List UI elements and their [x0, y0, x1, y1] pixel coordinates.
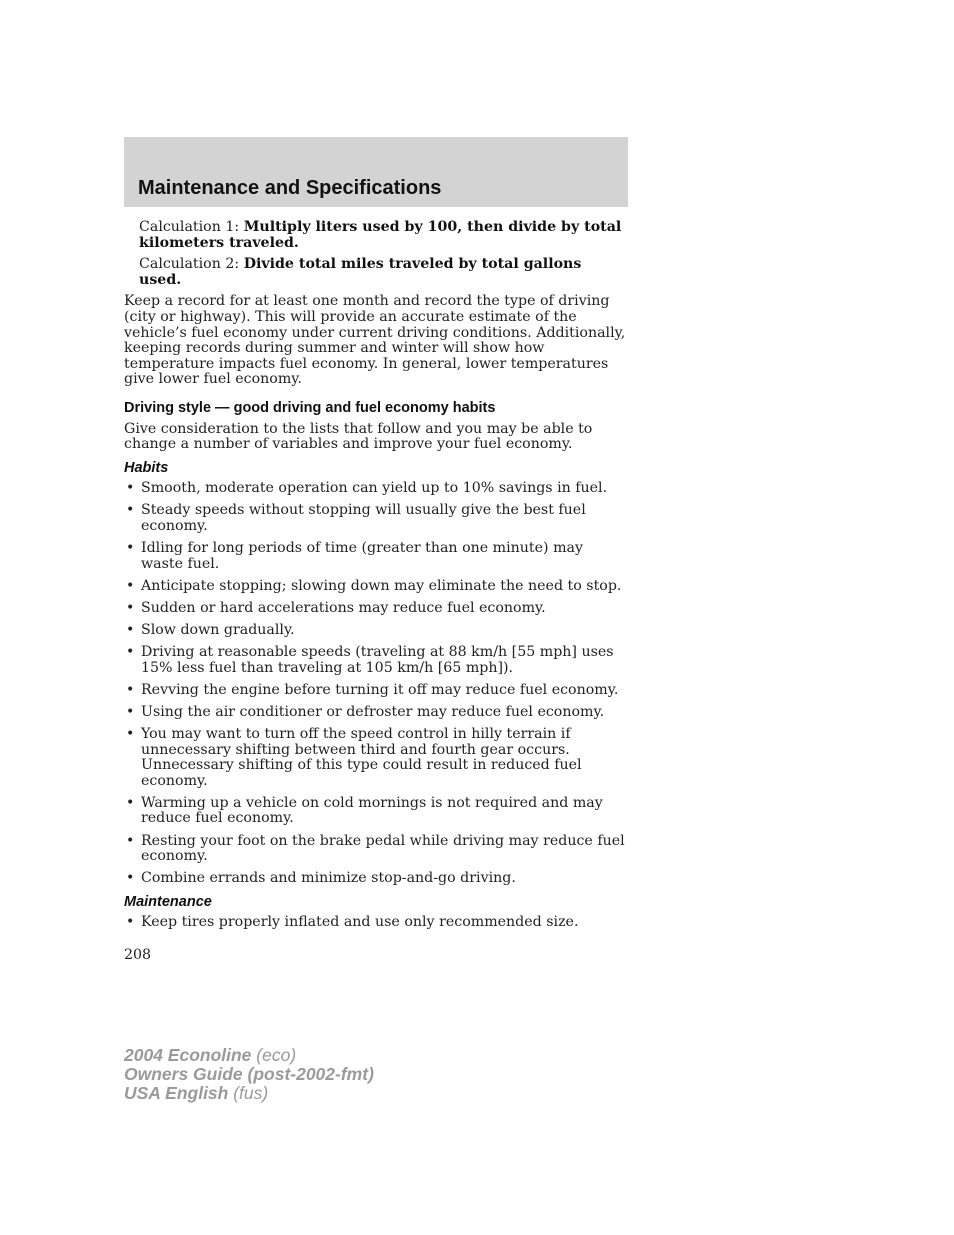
- footer-line-2: [124, 1065, 374, 1084]
- footer-model-code: (eco): [251, 1045, 297, 1065]
- driving-style-heading: Driving style — good driving and fuel economy habits: [124, 399, 496, 416]
- list-item: [124, 601, 628, 617]
- list-item: [124, 683, 628, 699]
- bullet-icon: •: [126, 794, 135, 811]
- list-item-text: Smooth, moderate operation can yield up to 10% savings in fuel.: [141, 480, 608, 497]
- calculation-1-label: Calculation 1:: [139, 219, 244, 235]
- list-item: [124, 796, 628, 827]
- list-item: [124, 481, 628, 497]
- list-item-text: Warming up a vehicle on cold mornings is not required and may reduce fuel economy.: [141, 794, 603, 827]
- bullet-icon: •: [126, 540, 135, 557]
- list-item: [124, 705, 628, 721]
- list-item-text: Resting your foot on the brake pedal while driving may reduce fuel economy.: [141, 832, 625, 865]
- list-item-text: Revving the engine before turning it off may reduce fuel economy.: [141, 681, 619, 698]
- list-item: [124, 541, 628, 572]
- calculation-1: [139, 220, 628, 251]
- bullet-icon: •: [126, 681, 135, 698]
- bullet-icon: •: [126, 480, 135, 497]
- list-item-text: Sudden or hard accelerations may reduce fuel economy.: [141, 599, 546, 616]
- bullet-icon: •: [126, 703, 135, 720]
- footer-language: USA English: [124, 1083, 229, 1103]
- list-item: [124, 871, 628, 887]
- habits-list: [124, 481, 628, 886]
- bullet-icon: •: [126, 870, 135, 887]
- document-footer: [124, 1046, 374, 1103]
- bullet-icon: •: [126, 725, 135, 742]
- bullet-icon: •: [126, 832, 135, 849]
- footer-model: 2004 Econoline: [124, 1045, 252, 1065]
- bullet-icon: •: [126, 644, 135, 661]
- list-item-text: Anticipate stopping; slowing down may eliminate the need to stop.: [141, 577, 622, 594]
- calculation-2-text: Divide total miles traveled by total gallons used.: [139, 256, 582, 288]
- maintenance-list: [124, 915, 628, 931]
- driving-style-paragraph: Give consideration to the lists that follow and you may be able to change a number of variables and improve your fuel economy.: [124, 420, 593, 453]
- bullet-icon: •: [126, 599, 135, 616]
- footer-line-3: [124, 1084, 374, 1103]
- bullet-icon: •: [126, 502, 135, 519]
- bullet-icon: •: [126, 914, 135, 931]
- page-content: [124, 220, 628, 964]
- calculation-2: [139, 257, 628, 288]
- list-item-text: Keep tires properly inflated and use only recommended size.: [141, 914, 579, 931]
- list-item: [124, 645, 628, 676]
- footer-line-1: [124, 1046, 374, 1065]
- intro-paragraph: Keep a record for at least one month and record the type of driving (city or highway). This will provide an accurate estimate of the vehicle’s fuel economy under current driving conditions. Additionally, keeping records during summer and winter will show how temperature impacts fuel economy. In general, lower temperatures give lower fuel economy.: [124, 293, 626, 388]
- bullet-icon: •: [126, 621, 135, 638]
- footer-guide: Owners Guide (post-2002-fmt): [124, 1064, 374, 1084]
- list-item: [124, 915, 628, 931]
- section-title: Maintenance and Specifications: [138, 177, 442, 199]
- list-item-text: You may want to turn off the speed control in hilly terrain if unnecessary shifting between third and fourth gear occurs. Unnecessary shifting of this type could result in reduced fuel economy.: [141, 725, 582, 789]
- list-item-text: Steady speeds without stopping will usually give the best fuel economy.: [141, 502, 586, 534]
- list-item: [124, 834, 628, 865]
- section-header-band: [124, 137, 628, 207]
- list-item-text: Combine errands and minimize stop-and-go driving.: [141, 870, 516, 887]
- bullet-icon: •: [126, 577, 135, 594]
- list-item-text: Using the air conditioner or defroster may reduce fuel economy.: [141, 703, 605, 720]
- habits-heading: Habits: [124, 459, 169, 476]
- list-item: [124, 727, 628, 789]
- calculation-2-label: Calculation 2:: [139, 256, 244, 273]
- list-item-text: Idling for long periods of time (greater than one minute) may waste fuel.: [141, 540, 584, 572]
- list-item-text: Slow down gradually.: [141, 621, 295, 638]
- list-item: [124, 503, 628, 534]
- list-item: [124, 623, 628, 639]
- page-number: 208: [124, 946, 152, 963]
- calculation-1-text: Multiply liters used by 100, then divide by total kilometers traveled.: [139, 219, 622, 251]
- footer-language-code: (fus): [228, 1083, 269, 1103]
- maintenance-heading: Maintenance: [124, 893, 212, 910]
- list-item: [124, 579, 628, 595]
- list-item-text: Driving at reasonable speeds (traveling at 88 km/h [55 mph] uses 15% less fuel than traveling at 105 km/h [65 mph]).: [141, 644, 614, 676]
